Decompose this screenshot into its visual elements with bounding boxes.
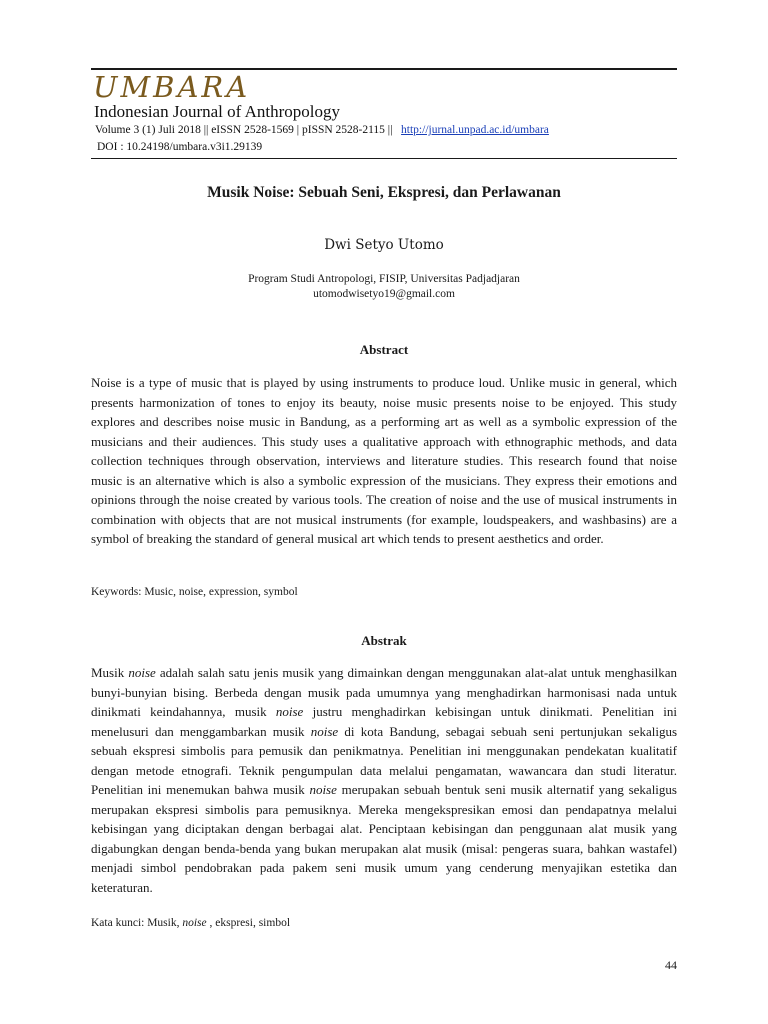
- abstrak-text-italic: noise: [275, 704, 304, 719]
- abstrak-text-part: Musik: [91, 665, 129, 680]
- abstrak-text-part: di kota Bandung, sebagai sebuah seni pertunjukan sekaligus sebuah ekspresi simbolis para pemusik dan penikmatnya. Penelitian ini menggunakan pendekatan kualitatif dengan metode etnografi. Teknik pengumpulan data melalui pengamatan, wawancara dan studi literatur. Penelitian ini menemukan bahwa musik: [91, 723, 678, 797]
- abstrak-heading: Abstrak: [361, 633, 407, 648]
- journal-page: [91, 0, 677, 1024]
- abstrak-text-part: adalah salah satu jenis musik yang dimainkan dengan menggunakan alat-alat untuk menghasilkan bunyi-bunyian bising. Berbeda dengan musik pada umumnya yang menghadirkan harmonisasi nada untuk dinikmati keindahannya, musik: [91, 665, 677, 719]
- header-rule-bottom: [91, 158, 677, 159]
- article-title: Musik Noise: Sebuah Seni, Ekspresi, dan Perlawanan: [207, 184, 561, 201]
- abstrak-text-part: justru menghadirkan kebisingan untuk dinikmati. Penelitian ini menelusuri dan menggambarkan musik: [91, 704, 677, 739]
- abstrak-text: [91, 663, 677, 897]
- page-number: 44: [665, 958, 677, 972]
- journal-doi: DOI : 10.24198/umbara.v3i1.29139: [97, 141, 263, 153]
- journal-subtitle: Indonesian Journal of Anthropology: [94, 102, 340, 121]
- keywords-italic: noise: [182, 917, 207, 929]
- journal-url-link[interactable]: http://jurnal.unpad.ac.id/umbara: [401, 124, 549, 136]
- abstrak-text-italic: noise: [310, 723, 339, 739]
- abstrak-keywords: [91, 917, 290, 929]
- keywords-suffix: , ekspresi, simbol: [206, 917, 291, 929]
- journal-meta: [95, 124, 549, 136]
- abstrak-text-part: merupakan sebuah bentuk seni musik alternatif yang sekaligus merupakan ekspresi simbolis para pemusiknya. Mereka mengekspresikan emosi dan pendapatnya melalui kebisingan yang diciptakan dengan berbagai alat. Penciptaan kebisingan dan penggunaan alat musik yang digabungkan dengan benda-benda yang bukan merupakan alat musik (misal: pengeras suara, bahkan wastafel) menjadi simbol pendobrakan pada pakem seni musik umum yang cenderung menyajikan estetika dan keteraturan.: [91, 782, 677, 895]
- keywords-prefix: Kata kunci: Musik,: [91, 917, 183, 929]
- volume-issn: Volume 3 (1) Juli 2018 || eISSN 2528-1569 | pISSN 2528-2115 ||: [95, 124, 393, 136]
- author-affiliation-block: [91, 272, 677, 302]
- author-affiliation: Program Studi Antropologi, FISIP, Universitas Padjadjaran: [248, 273, 520, 285]
- article-author: Dwi Setyo Utomo: [324, 237, 444, 253]
- abstrak-text-italic: noise: [128, 665, 156, 680]
- abstrak-text-italic: noise: [309, 782, 337, 797]
- abstract-text: Noise is a type of music that is played by using instruments to produce loud. Unlike music in general, which presents harmonization of tones to enjoy its beauty, noise music presents noise to be enjoyed. This study explores and describes noise music in Bandung, as a performing art as well as a symbolic expression of the musicians and their audiences. This study uses a qualitative approach with ethnographic methods, and data collection techniques through observation, interviews and literature studies. This research found that noise music is an alternative which is also a symbolic expression of the musicians. They express their emotions and opinions through the noise created by various tools. The creation of noise and the use of musical instruments in combination with objects that are not musical instruments (for example, loudspeakers, and washbasins) are a symbol of breaking the standard of general musical art which tends to present aesthetics and order.: [91, 375, 677, 546]
- abstract-keywords: Keywords: Music, noise, expression, symbol: [91, 586, 298, 598]
- author-email: utomodwisetyo19@gmail.com: [313, 288, 455, 300]
- journal-name: UMBARA: [93, 70, 251, 104]
- abstract-heading: Abstract: [359, 342, 409, 357]
